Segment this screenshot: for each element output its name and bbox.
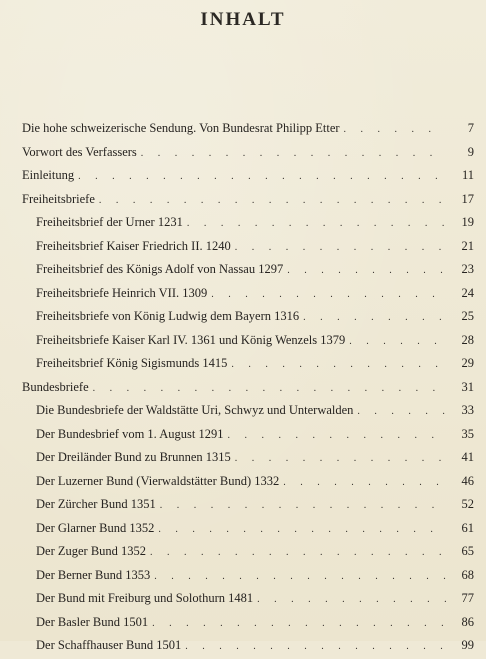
toc-entry-label: Bundesbriefe <box>22 379 89 394</box>
toc-entry-label: Die Bundesbriefe der Waldstätte Uri, Schwyz und Unterwalden <box>36 403 354 417</box>
leader-dots <box>150 541 446 565</box>
toc-subentry <box>22 564 474 588</box>
leader-dots <box>211 283 446 307</box>
toc-entry-page: 9 <box>467 144 474 159</box>
toc-entry-label: Der Zuger Bund 1352 <box>36 544 147 558</box>
leader-dots <box>160 494 446 518</box>
toc-subentry <box>22 282 474 306</box>
toc-subentry <box>22 305 474 329</box>
toc-entry-label: Freiheitsbriefe <box>22 191 95 206</box>
toc-subentry <box>22 352 474 376</box>
toc-subentry <box>22 587 474 611</box>
toc-entry-page: 17 <box>461 191 474 206</box>
leader-dots <box>257 588 446 612</box>
page-title: INHALT <box>200 9 286 30</box>
toc-entry-page: 19 <box>461 215 474 229</box>
leader-dots <box>349 330 446 354</box>
toc-entry-page: 35 <box>461 426 474 441</box>
leader-dots <box>152 612 446 636</box>
toc-entry-page: 28 <box>461 332 474 347</box>
toc-section-heading <box>22 376 474 400</box>
toc-subentry <box>22 611 474 635</box>
toc-subentry <box>22 329 474 353</box>
toc-entry-page: 99 <box>461 638 474 652</box>
toc-subentry <box>22 517 474 541</box>
leader-dots <box>185 635 446 659</box>
toc-entry-label: Freiheitsbriefe von König Ludwig dem Bayern 1316 <box>36 309 300 323</box>
toc-entry-page: 25 <box>461 309 474 323</box>
toc-entry-page: 46 <box>461 473 474 488</box>
leader-dots <box>287 259 446 283</box>
toc-entry-page: 65 <box>461 544 474 558</box>
leader-dots <box>141 142 446 166</box>
toc-entry <box>22 141 474 165</box>
toc-entry-label: Einleitung <box>22 168 75 182</box>
toc-entry-label: Freiheitsbrief des Königs Adolf von Nassau 1297 <box>36 262 284 276</box>
toc-entry-label: Der Basler Bund 1501 <box>36 614 149 629</box>
leader-dots <box>231 353 446 377</box>
toc-subentry <box>22 399 474 423</box>
toc-entry-page: 61 <box>461 520 474 535</box>
toc-subentry <box>22 540 474 564</box>
toc-entry <box>22 117 474 141</box>
toc-entry-label: Vorwort des Verfassers <box>22 144 137 159</box>
toc-entry-page: 29 <box>461 356 474 370</box>
toc-entry-page: 24 <box>461 285 474 300</box>
table-of-contents <box>22 117 474 658</box>
toc-subentry <box>22 211 474 235</box>
toc-entry-label: Freiheitsbrief der Urner 1231 <box>36 215 183 229</box>
leader-dots <box>154 565 446 589</box>
toc-entry-page: 23 <box>461 262 474 276</box>
toc-entry-page: 86 <box>461 614 474 629</box>
leader-dots <box>235 447 446 471</box>
toc-entry-label: Der Bund mit Freiburg und Solothurn 1481 <box>36 591 254 605</box>
toc-section-heading <box>22 188 474 212</box>
toc-entry-page: 68 <box>461 567 474 582</box>
toc-entry-label: Der Schaffhauser Bund 1501 <box>36 638 182 652</box>
toc-entry-label: Freiheitsbrief König Sigismunds 1415 <box>36 356 228 370</box>
toc-entry-page: 52 <box>461 497 474 511</box>
leader-dots <box>227 424 446 448</box>
toc-subentry <box>22 446 474 470</box>
toc-subentry <box>22 634 474 658</box>
leader-dots <box>357 400 446 424</box>
toc-entry-label: Der Bundesbrief vom 1. August 1291 <box>36 426 224 441</box>
leader-dots <box>99 189 446 213</box>
leader-dots <box>235 236 446 260</box>
toc-entry-page: 77 <box>461 591 474 605</box>
toc-entry-page: 31 <box>461 379 474 394</box>
toc-entry-label: Der Dreiländer Bund zu Brunnen 1315 <box>36 450 231 464</box>
toc-entry-label: Der Luzerner Bund (Vierwaldstätter Bund) 1332 <box>36 473 280 488</box>
leader-dots <box>303 306 446 330</box>
toc-entry-label: Freiheitsbriefe Kaiser Karl IV. 1361 und König Wenzels 1379 <box>36 332 346 347</box>
toc-entry-page: 7 <box>467 121 474 135</box>
toc-entry-label: Der Glarner Bund 1352 <box>36 520 155 535</box>
toc-entry-label: Die hohe schweizerische Sendung. Von Bundesrat Philipp Etter <box>22 121 340 135</box>
toc-subentry <box>22 423 474 447</box>
leader-dots <box>93 377 446 401</box>
toc-entry-page: 33 <box>461 403 474 417</box>
toc-entry-page: 21 <box>461 238 474 253</box>
toc-subentry <box>22 258 474 282</box>
toc-entry-label: Der Zürcher Bund 1351 <box>36 497 156 511</box>
leader-dots <box>187 212 446 236</box>
toc-subentry <box>22 493 474 517</box>
leader-dots <box>344 118 446 142</box>
toc-entry-page: 41 <box>461 450 474 464</box>
leader-dots <box>158 518 446 542</box>
leader-dots <box>283 471 446 495</box>
toc-entry-label: Der Berner Bund 1353 <box>36 567 151 582</box>
toc-entry <box>22 164 474 188</box>
toc-entry-label: Freiheitsbrief Kaiser Friedrich II. 1240 <box>36 238 231 253</box>
toc-subentry <box>22 470 474 494</box>
leader-dots <box>78 165 446 189</box>
toc-entry-page: 11 <box>461 168 474 182</box>
toc-subentry <box>22 235 474 259</box>
toc-entry-label: Freiheitsbriefe Heinrich VII. 1309 <box>36 285 208 300</box>
